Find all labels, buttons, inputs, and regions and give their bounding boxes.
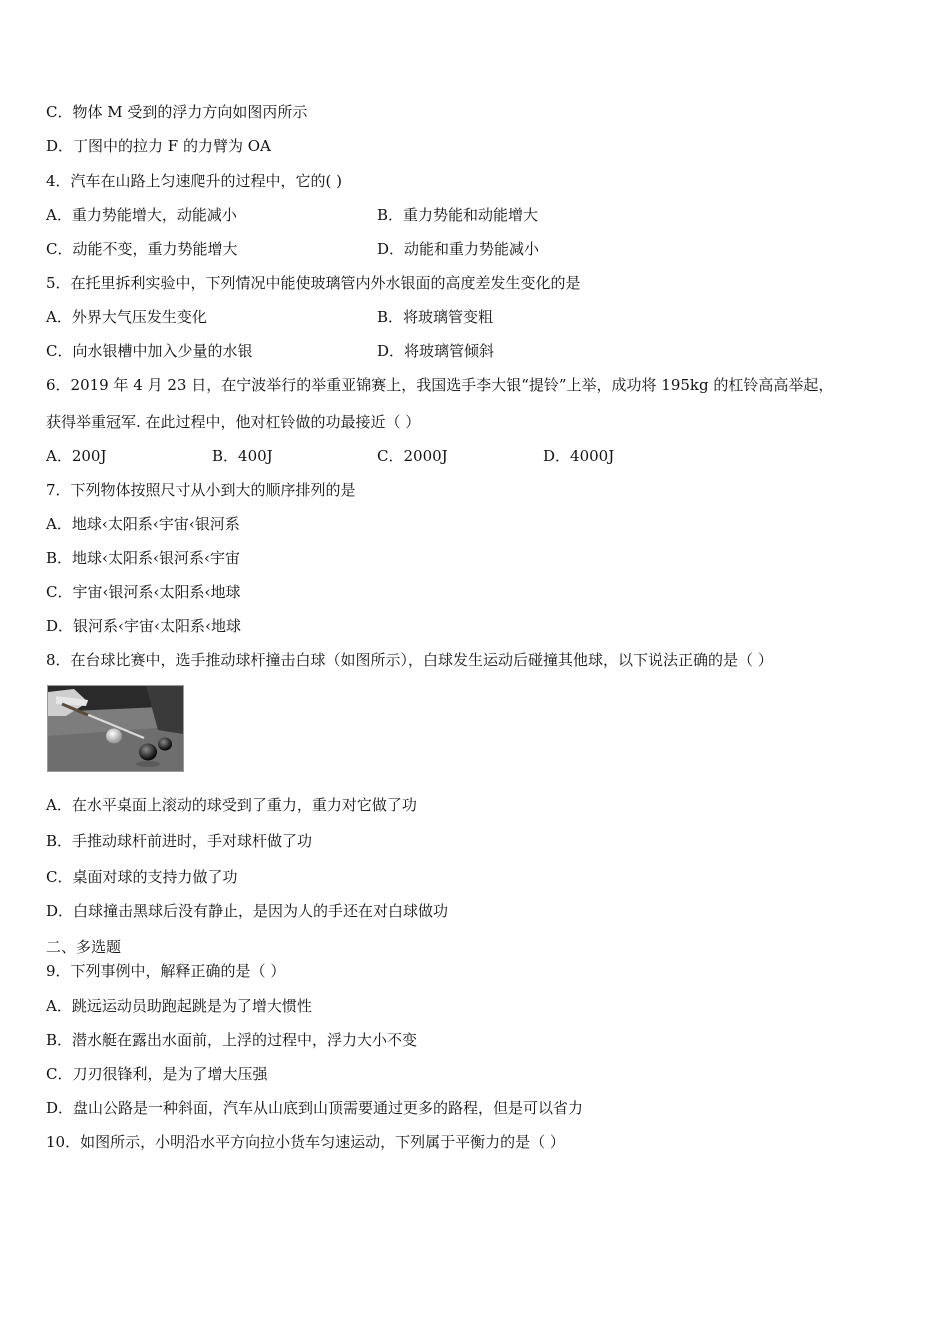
q9-option-b: B．潜水艇在露出水面前，上浮的过程中，浮力大小不变 bbox=[46, 1031, 418, 1049]
q5-option-b: B．将玻璃管变粗 bbox=[377, 308, 494, 326]
q5-option-d: D．将玻璃管倾斜 bbox=[377, 342, 495, 360]
q4-option-b: B．重力势能和动能增大 bbox=[377, 206, 539, 224]
q7-option-d: D．银河系‹宇宙‹太阳系‹地球 bbox=[46, 617, 242, 635]
q5-option-c: C．向水银槽中加入少量的水银 bbox=[46, 342, 253, 360]
billiards-photo bbox=[47, 685, 184, 772]
q8-option-b: B．手推动球杆前进时，手对球杆做了功 bbox=[46, 832, 313, 850]
q7-option-b: B．地球‹太阳系‹银河系‹宇宙 bbox=[46, 549, 241, 567]
q4-option-a: A．重力势能增大，动能减小 bbox=[46, 206, 237, 224]
q5-option-a: A．外界大气压发生变化 bbox=[46, 308, 207, 326]
q9-option-d: D．盘山公路是一种斜面，汽车从山底到山顶需要通过更多的路程，但是可以省力 bbox=[46, 1099, 584, 1117]
q7-option-a: A．地球‹太阳系‹宇宙‹银河系 bbox=[46, 515, 240, 533]
question-5: 5．在托里拆利实验中，下列情况中能使玻璃管内外水银面的高度差发生变化的是 bbox=[46, 274, 581, 292]
q3-option-c: C．物体 M 受到的浮力方向如图丙所示 bbox=[46, 103, 308, 121]
question-10: 10．如图所示，小明沿水平方向拉小货车匀速运动，下列属于平衡力的是（ ） bbox=[46, 1133, 565, 1151]
q4-option-d: D．动能和重力势能减小 bbox=[377, 240, 540, 258]
q6-option-a: A．200J bbox=[46, 447, 107, 465]
q6-option-d: D．4000J bbox=[543, 447, 615, 465]
billiards-illustration bbox=[48, 686, 183, 771]
section-heading-multiple-choice: 二、多选题 bbox=[46, 938, 122, 956]
q3-option-d: D．丁图中的拉力 F 的力臂为 OA bbox=[46, 137, 271, 155]
question-9: 9．下列事例中，解释正确的是（ ） bbox=[46, 962, 286, 980]
q9-option-a: A．跳远运动员助跑起跳是为了增大惯性 bbox=[46, 997, 312, 1015]
q8-option-d: D．白球撞击黑球后没有静止，是因为人的手还在对白球做功 bbox=[46, 902, 449, 920]
q6-option-c: C．2000J bbox=[377, 447, 448, 465]
q9-option-c: C．刀刃很锋利，是为了增大压强 bbox=[46, 1065, 268, 1083]
q8-option-c: C．桌面对球的支持力做了功 bbox=[46, 868, 238, 886]
question-6-line-2: 获得举重冠军. 在此过程中，他对杠铃做的功最接近（ ） bbox=[46, 413, 421, 431]
q8-option-a: A．在水平桌面上滚动的球受到了重力，重力对它做了功 bbox=[46, 796, 417, 814]
question-8: 8．在台球比赛中，选手推动球杆撞击白球（如图所示），白球发生运动后碰撞其他球，以下说法正确的是（ ） bbox=[46, 651, 773, 669]
question-4: 4．汽车在山路上匀速爬升的过程中，它的( ) bbox=[46, 172, 343, 190]
question-7: 7．下列物体按照尺寸从小到大的顺序排列的是 bbox=[46, 481, 356, 499]
q7-option-c: C．宇宙‹银河系‹太阳系‹地球 bbox=[46, 583, 241, 601]
question-6-line-1: 6．2019 年 4 月 23 日，在宁波举行的举重亚锦赛上，我国选手李大银“提铃”上举，成功将 195kg 的杠铃高高举起， bbox=[46, 376, 834, 394]
q4-option-c: C．动能不变，重力势能增大 bbox=[46, 240, 238, 258]
q6-option-b: B．400J bbox=[212, 447, 273, 465]
